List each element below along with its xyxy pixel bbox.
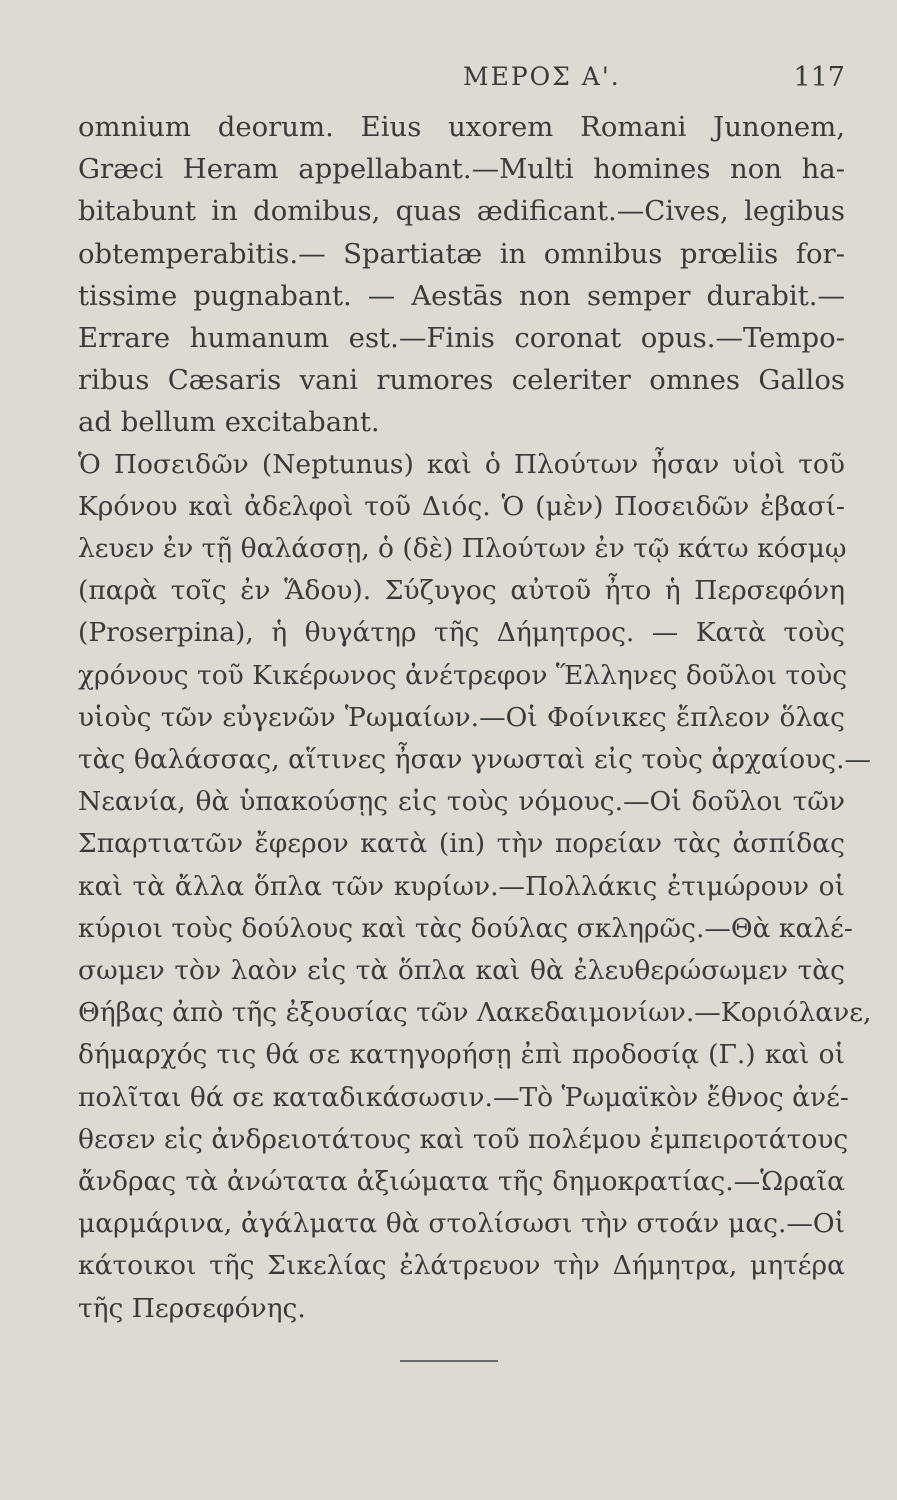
text-line: υἱοὺς τῶν εὐγενῶν Ῥωμαίων.—Οἱ Φοίνικες ἔπλεον ὅλας (78, 701, 845, 733)
text-line: Græci Heram appellabant.—Multi homines non ha- (78, 153, 845, 186)
latin-paragraph (78, 106, 845, 444)
text-line: ribus Cæsaris vani rumores celeriter omnes Gallos (78, 364, 845, 397)
text-line: bitabunt in domibus, quas ædificant.—Cives, legibus (78, 195, 845, 228)
text-line: (Proserpina), ἡ θυγάτηρ τῆς Δήμητρος. — Κατὰ τοὺς (78, 617, 845, 649)
text-line: Κρόνου καὶ ἀδελφοὶ τοῦ Διός. Ὁ (μὲν) Ποσειδῶν ἐβασί- (78, 490, 845, 522)
text-line: θεσεν εἰς ἀνδρειοτάτους καὶ τοῦ πολέμου ἐμπειροτάτους (78, 1123, 849, 1155)
text-line: καὶ τὰ ἄλλα ὅπλα τῶν κυρίων.—Πολλάκις ἐτιμώρουν οἱ (78, 870, 845, 902)
text-line: κύριοι τοὺς δούλους καὶ τὰς δούλας σκληρῶς.—Θὰ καλέ- (78, 912, 853, 944)
body-text (78, 106, 872, 1330)
text-line: κάτοικοι τῆς Σικελίας ἐλάτρευον τὴν Δήμητρα, μητέρα (78, 1250, 845, 1282)
text-line: ad bellum excitabant. (78, 406, 380, 439)
text-line: τῆς Περσεφόνης. (78, 1292, 306, 1324)
text-line: ἄνδρας τὰ ἀνώτατα ἀξιώματα τῆς δημοκρατίας.—Ὡραῖα (78, 1166, 845, 1198)
text-line: Σπαρτιατῶν ἔφερον κατὰ (in) τὴν πορείαν τὰς ἀσπίδας (78, 828, 845, 860)
page-number: 117 (793, 62, 845, 93)
text-line: omnium deorum. Eius uxorem Romani Junonem, (78, 111, 845, 143)
text-line: τὰς θαλάσσας, αἵτινες ἦσαν γνωσταὶ εἰς τοὺς ἀρχαίους.— (78, 744, 871, 776)
text-line: μαρμάρινα, ἀγάλματα θὰ στολίσωσι τὴν στοάν μας.—Οἱ (78, 1208, 845, 1240)
text-line: πολῖται θά σε καταδικάσωσιν.—Τὸ Ῥωμαϊκὸν ἔθνος ἀνέ- (78, 1081, 849, 1113)
text-line: tissime pugnabant. — Aestās non semper durabit.— (78, 279, 845, 312)
text-line: Νεανία, θὰ ὑπακούσῃς εἰς τοὺς νόμους.—Οἱ δοῦλοι τῶν (78, 786, 845, 818)
text-line: obtemperabitis.— Spartiatæ in omnibus prœliis for- (78, 237, 845, 270)
text-line: Errare humanum est.—Finis coronat opus.—Tempo- (78, 322, 845, 355)
text-line: χρόνους τοῦ Κικέρωνος ἀνέτρεφον Ἕλληνες δοῦλοι τοὺς (78, 659, 848, 691)
text-line: Θήβας ἀπὸ τῆς ἐξουσίας τῶν Λακεδαιμονίων.—Κοριόλανε, (78, 997, 872, 1029)
text-line: λευεν ἐν τῇ θαλάσσῃ, ὁ (δὲ) Πλούτων ἐν τῷ κάτω κόσμῳ (78, 533, 847, 565)
text-line: δήμαρχός τις θά σε κατηγορήσῃ ἐπὶ προδοσίᾳ (Γ.) καὶ οἱ (78, 1039, 845, 1071)
section-divider (400, 1360, 498, 1362)
text-line: (παρὰ τοῖς ἐν Ἅδου). Σύζυγος αὐτοῦ ἦτο ἡ Περσεφόνη (78, 575, 845, 607)
text-line: σωμεν τὸν λαὸν εἰς τὰ ὅπλα καὶ θὰ ἐλευθερώσωμεν τὰς (78, 955, 845, 987)
text-line: Ὁ Ποσειδῶν (Neptunus) καὶ ὁ Πλούτων ἦσαν υἱοὶ τοῦ (78, 448, 845, 480)
running-head (78, 62, 845, 106)
greek-paragraph (78, 444, 872, 1330)
running-title: ΜΕΡΟΣ Α'. (463, 62, 621, 91)
